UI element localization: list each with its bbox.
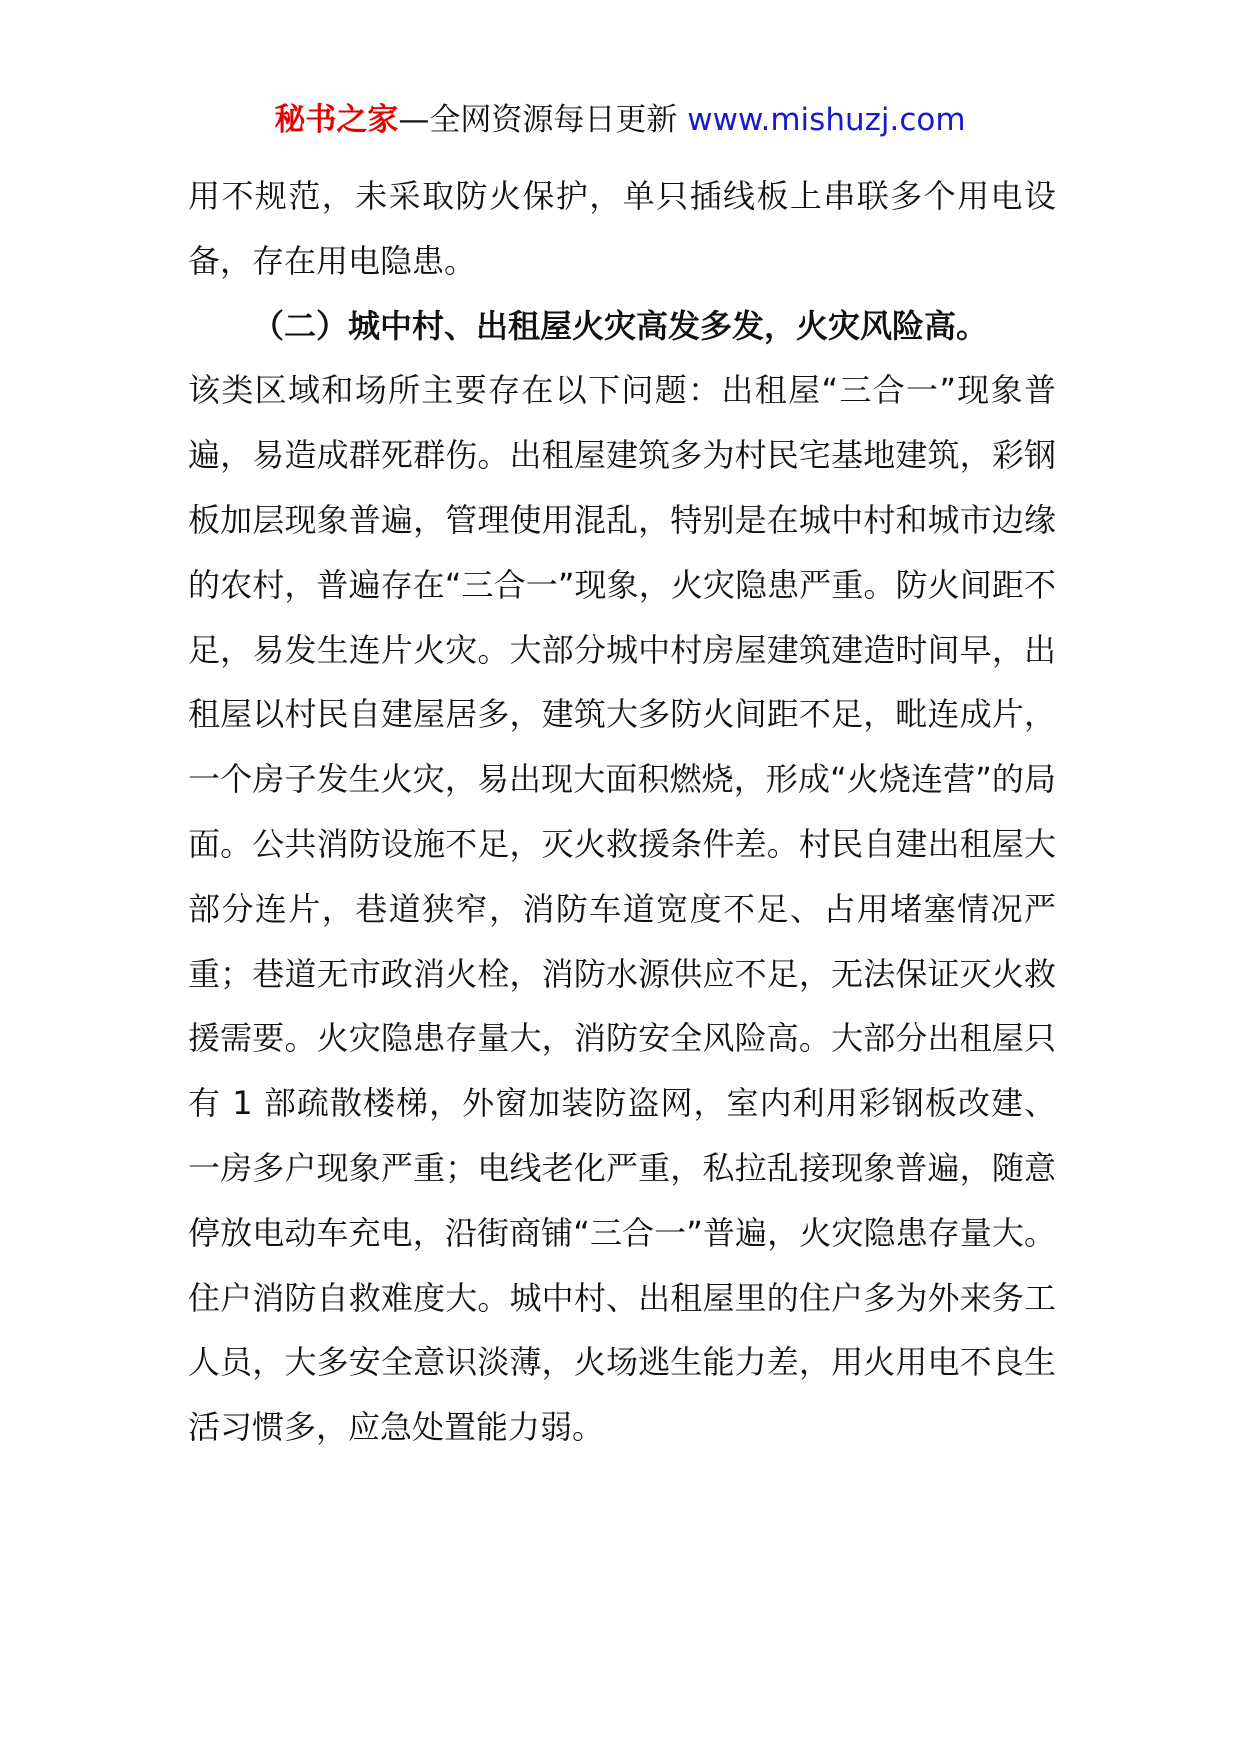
section-heading: （二）城中村、出租屋火灾高发多发，火灾风险高。 (252, 306, 989, 345)
site-url[interactable]: www.mishuzj.com (687, 102, 966, 138)
site-brand: 秘书之家 (274, 102, 399, 138)
site-tagline: —全网资源每日更新 (398, 102, 688, 138)
section-paragraph: 该类区域和场所主要存在以下问题：出租屋“三合一”现象普遍，易造成群死群伤。出租屋建筑多为村民宅基地建筑，彩钢板加层现象普遍，管理使用混乱，特别是在城中村和城市边缘的农村，普遍存在“三合一”现象，火灾隐患严重。防火间距不足，易发生连片火灾。大部分城中村房屋建筑建造时间早，出租屋以村民自建屋居多，建筑大多防火间距不足，毗连成片，一个房子发生火灾，易出现大面积燃烧，形成“火烧连营”的局面。公共消防设施不足，灭火救援条件差。村民自建出租屋大部分连片，巷道狭窄，消防车道宽度不足、占用堵塞情况严重；巷道无市政消火栓，消防水源供应不足，无法保证灭火救援需要。火灾隐患存量大，消防安全风险高。大部分出租屋只有 1 部疏散楼梯，外窗加装防盗网，室内利用彩钢板改建、一房多户现象严重；电线老化严重，私拉乱接现象普遍，随意停放电动车充电，沿街商铺“三合一”普遍，火灾隐患存量大。住户消防自救难度大。城中村、出租屋里的住户多为外来务工人员，大多安全意识淡薄，火场逃生能力差，用火用电不良生活习惯多，应急处置能力弱。 (188, 371, 1056, 1447)
document-body (188, 164, 1056, 1460)
continuation-paragraph: 用不规范，未采取防火保护，单只插线板上串联多个用电设备，存在用电隐患。 (188, 177, 1056, 280)
site-header (0, 98, 1240, 142)
